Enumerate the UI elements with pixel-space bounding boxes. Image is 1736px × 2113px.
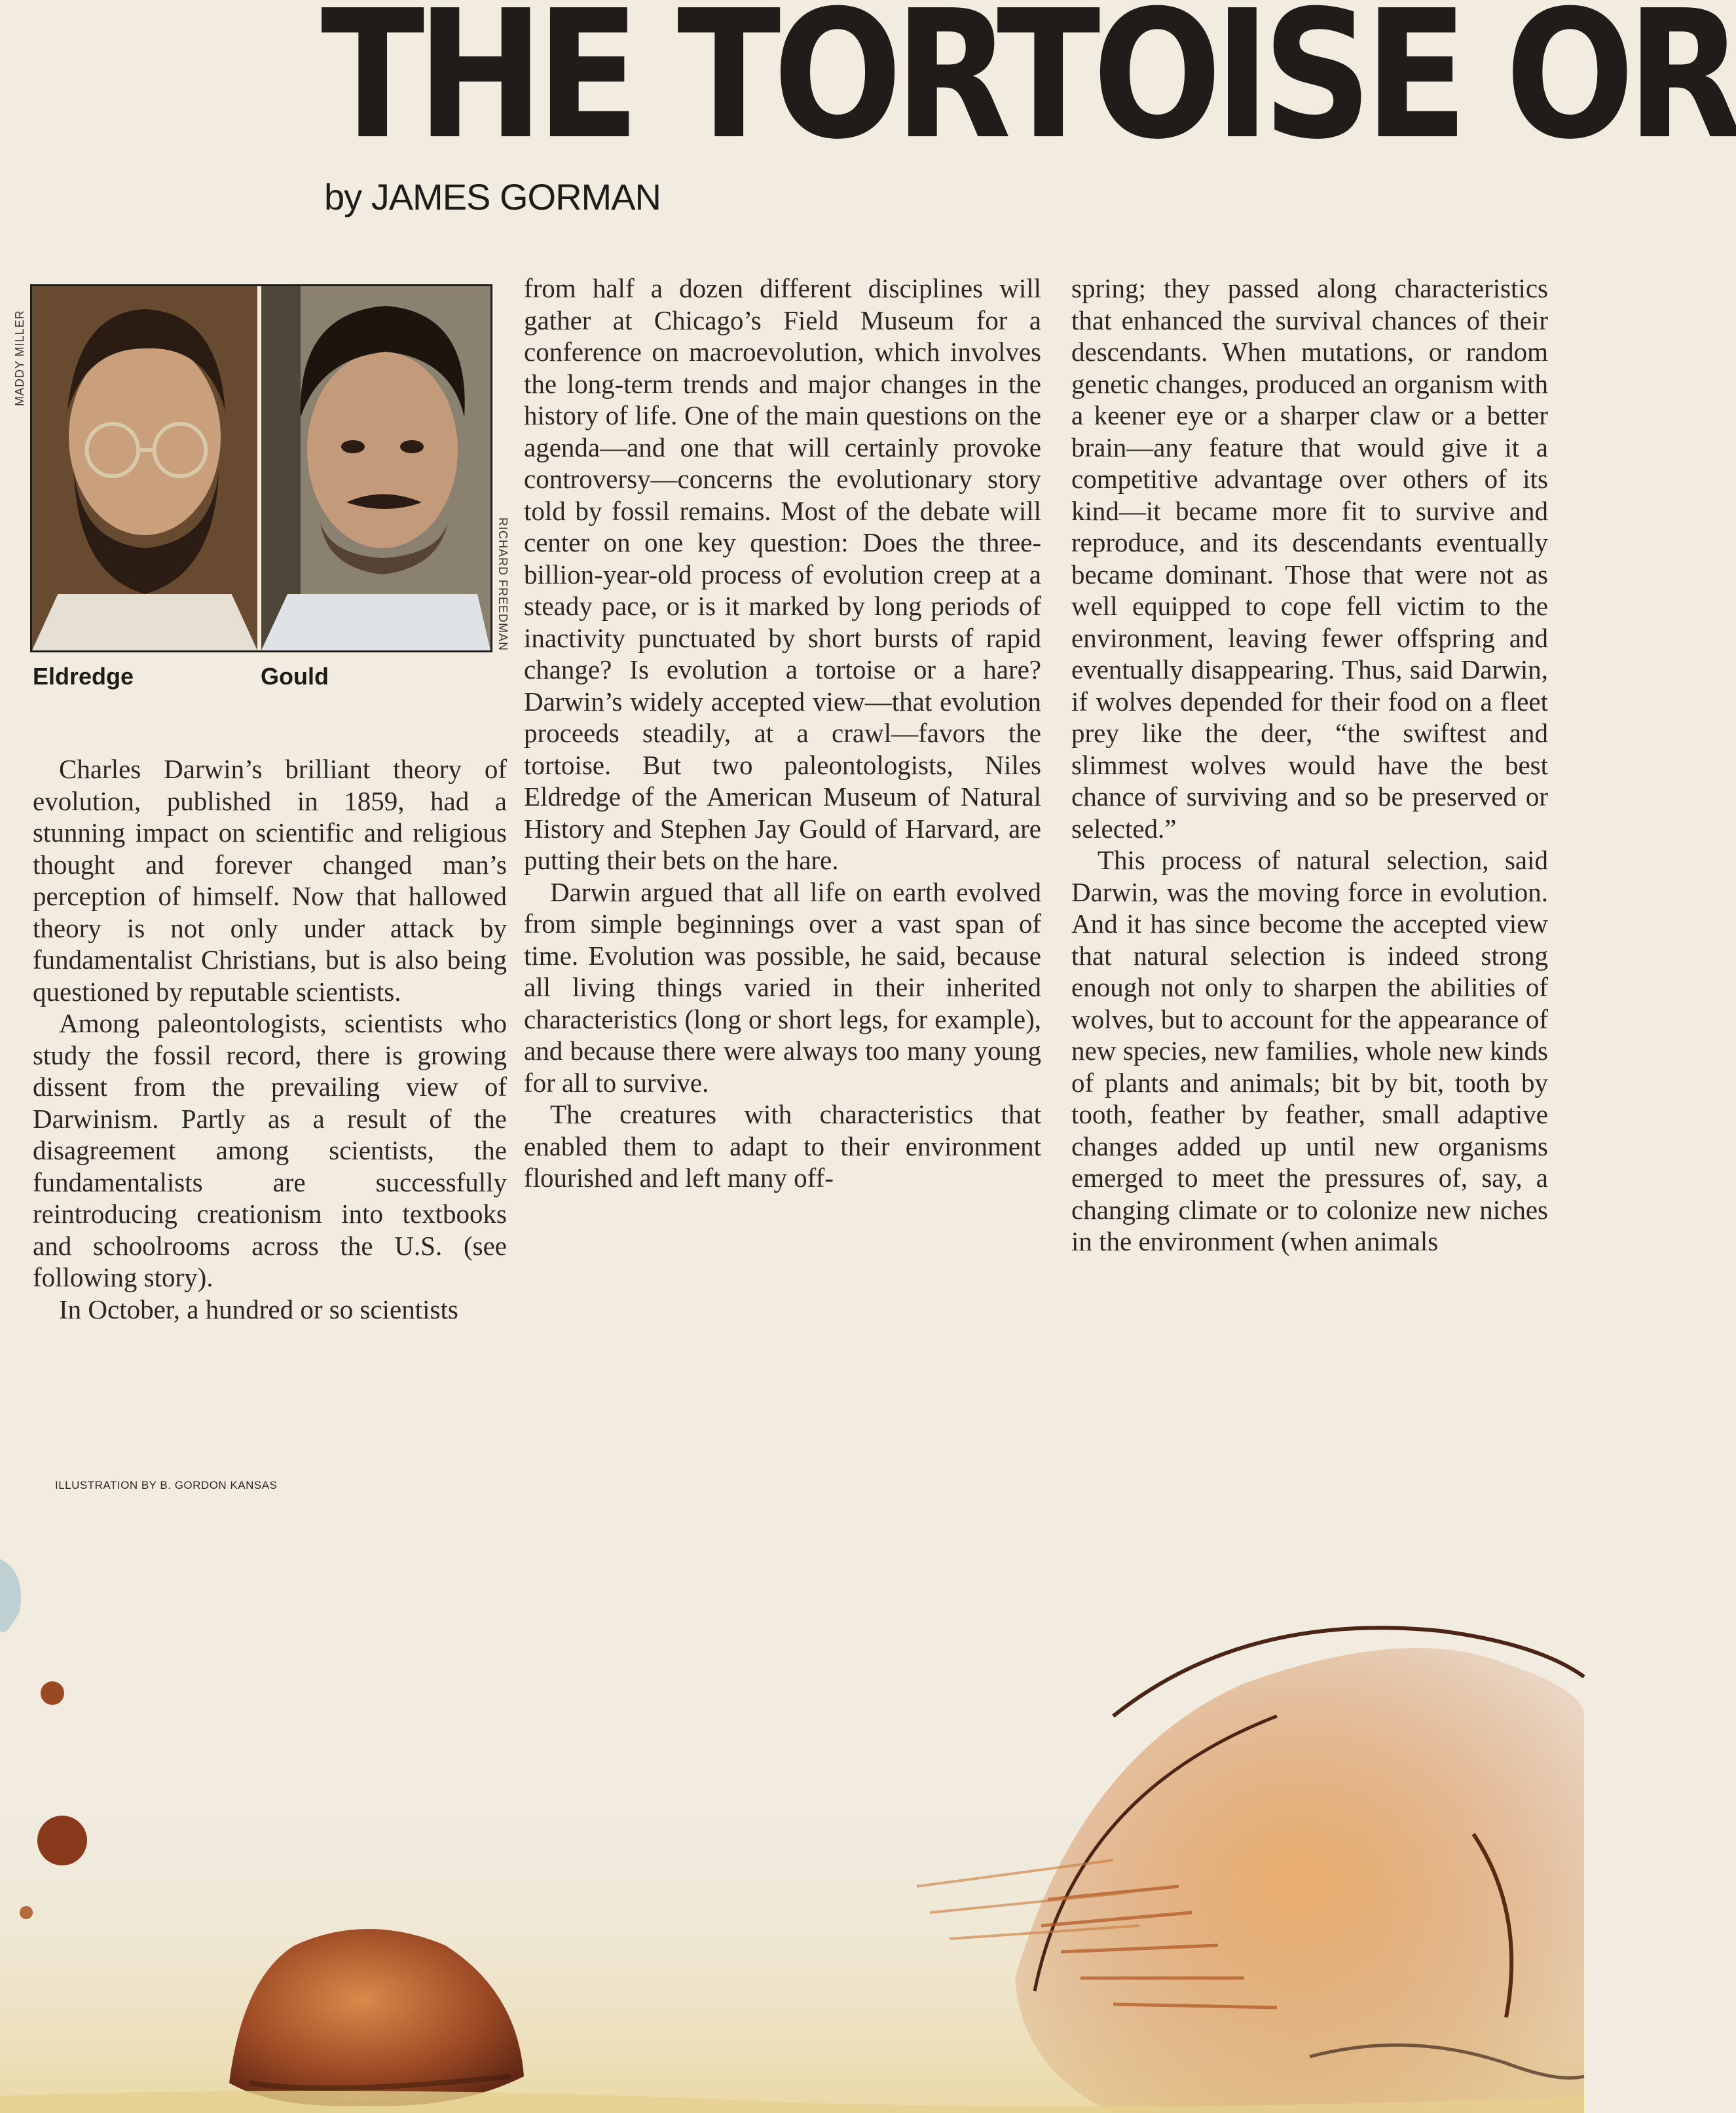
- paragraph: This process of natural selection, said Darwin, was the moving force in evolution. And it has since become the accepted view that natural selection is indeed strong enough not only to sharpen the abilities of wolves, but to account for the appearance of new species, new families, whole new kinds of plants and animals; bit by bit, tooth by tooth, feather by feather, small adaptive changes added up until new organisms emerged to meet the pressures of, say, a changing climate or to colonize new niches in the environment (when animals: [1071, 845, 1548, 1256]
- portrait-gould: [261, 286, 490, 650]
- paragraph: Darwin argued that all life on earth evolved from simple beginnings over a vast span of time. Evolution was possible, he said, because all living things varied in their inherited characteristics (long or short legs, for example), and because there were always too many young for all to survive.: [524, 876, 1041, 1098]
- photo-credit-right: RICHARD FREEDMAN: [496, 517, 509, 652]
- byline: by JAMES GORMAN: [324, 176, 661, 217]
- paragraph: Charles Darwin’s brilliant theory of evolution, published in 1859, had a stunning impact on scientific and religious thought and forever changed man’s perception of himself. Now that hallowed theory is not only under attack by fundamentalist Christians, but is also being questioned by reputable scientists.: [33, 754, 507, 1007]
- article-headline: THE TORTOISE OR: [321, 0, 1736, 178]
- paragraph: spring; they passed along characteristics that enhanced the survival chances of their descendants. When mutations, or random genetic changes, produced an organism with a keener eye or a sharper claw or a better brain—any feature that would give it a competitive advantage over others of its kind—it became more fit to survive and reproduce, and its descendants eventually became dominant. Those that were not as well equipped to cope fell victim to the environment, leaving fewer offspring and eventually disappearing. Thus, said Darwin, if wolves depended for their food on a fleet prey like the deer, “the swiftest and slimmest wolves would have the best chance of surviving and so be preserved or selected.”: [1071, 273, 1548, 844]
- caption-gould: Gould: [261, 663, 329, 690]
- caption-eldredge: Eldredge: [33, 663, 134, 690]
- paragraph: In October, a hundred or so scientists: [59, 1294, 458, 1324]
- illustration-credit: ILLUSTRATION BY B. GORDON KANSAS: [55, 1479, 278, 1491]
- portrait-eldredge: [32, 286, 261, 650]
- paragraph: from half a dozen different disciplines will gather at Chicago’s Field Museum for a conference on macroevolution, which involves the long-term trends and major changes in the history of life. One of the main questions on the agenda—and one that will certainly provoke controversy—concerns the evolutionary story told by fossil remains. Most of the debate will center on one key question: Does the three-billion-year-old process of evolution creep at a steady pace, or is it marked by long periods of inactivity punctuated by short bursts of rapid change? Is evolution a tortoise or a hare? Darwin’s widely accepted view—that evolution proceeds steadily, at a crawl—favors the tortoise. But two paleontologists, Niles Eldredge of the American Museum of Natural History and Stephen Jay Gould of Harvard, are putting their bets on the hare.: [524, 273, 1041, 875]
- photo-credit-left: MADDY MILLER: [13, 310, 26, 406]
- paragraph: The creatures with characteristics that enabled them to adapt to their environment flourished and left many off-: [524, 1099, 1041, 1193]
- tortoise-hare-illustration: [0, 1520, 1584, 2113]
- text-column-3: [1071, 272, 1548, 1258]
- text-column-2: [524, 272, 1041, 1194]
- portrait-photos: [30, 284, 492, 652]
- paragraph: Among paleontologists, scientists who study the fossil record, there is growing dissent from the prevailing view of Darwinism. Partly as a result of the disagreement among scientists, the fundamentalists are successfully reintroducing creationism into textbooks and schoolrooms across the U.S. (see following story).: [33, 1008, 507, 1292]
- text-column-1: [33, 753, 507, 1325]
